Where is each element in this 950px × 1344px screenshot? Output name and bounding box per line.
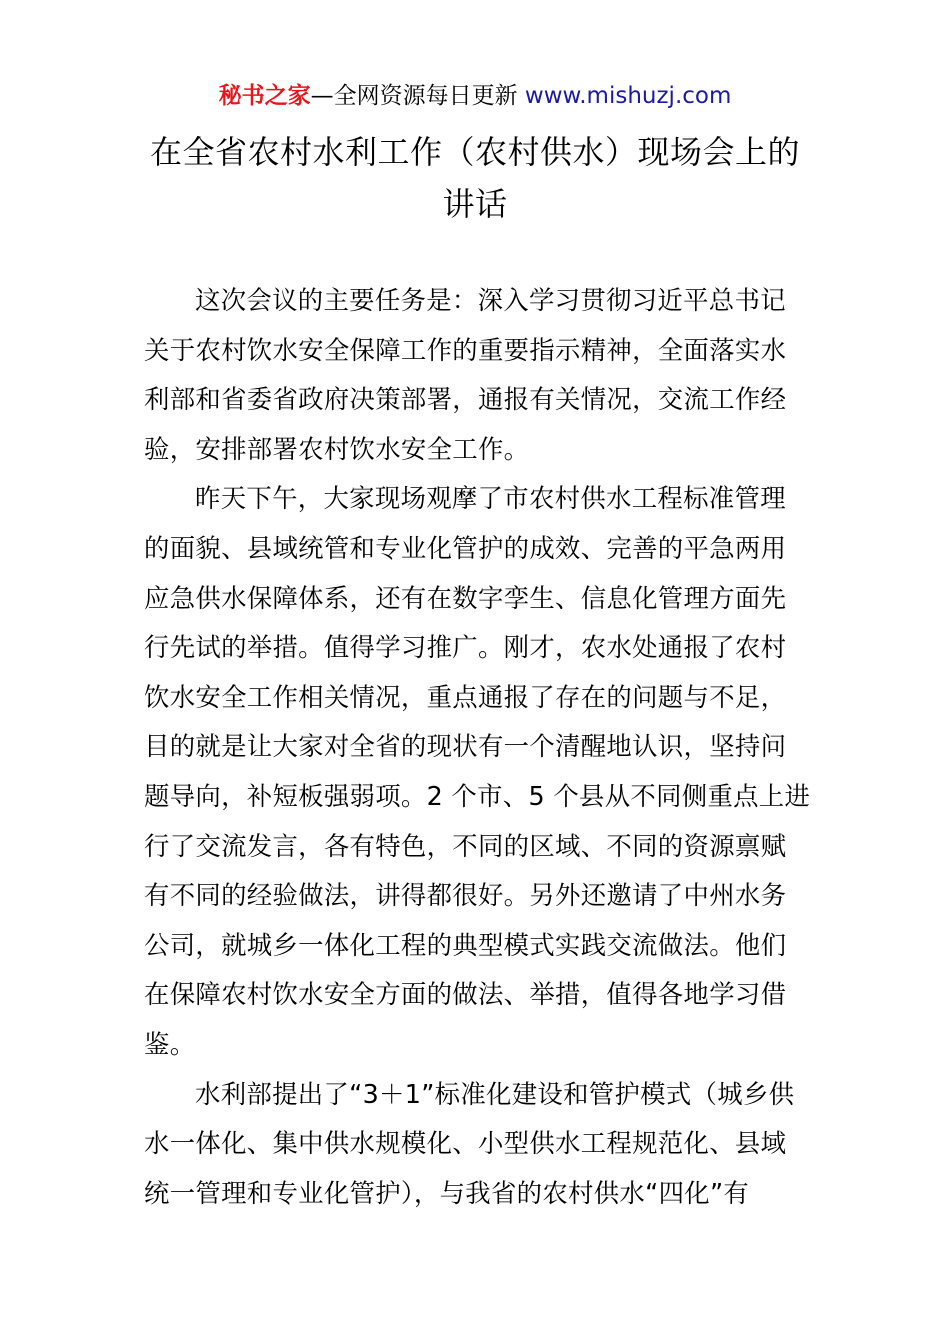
- document-body: [144, 276, 814, 1218]
- paragraph-line: 关于农村饮水安全保障工作的重要指示精神，全面落实水: [144, 334, 787, 365]
- paragraph-line: 公司，就城乡一体化工程的典型模式实践交流做法。他们: [144, 929, 787, 960]
- paragraph-line: 鉴。: [144, 1028, 196, 1059]
- paragraph-line: 饮水安全工作相关情况，重点通报了存在的问题与不足，: [144, 681, 787, 712]
- document-title: [100, 126, 850, 230]
- paragraph-line: 的面貌、县域统管和专业化管护的成效、完善的平急两用: [144, 532, 787, 563]
- brand-name: 秘书之家: [218, 83, 311, 109]
- paragraph-line: 水一体化、集中供水规模化、小型供水工程规范化、县域: [144, 1128, 787, 1159]
- header-tagline: —全网资源每日更新: [310, 83, 525, 109]
- paragraph-line: 有不同的经验做法，讲得都很好。另外还邀请了中州水务: [144, 880, 787, 911]
- paragraph-line: 统一管理和专业化管护），与我省的农村供水“四化”有: [144, 1177, 750, 1208]
- paragraph-line: 应急供水保障体系，还有在数字孪生、信息化管理方面先: [144, 582, 787, 613]
- paragraph-line: 行先试的举措。值得学习推广。刚才，农水处通报了农村: [144, 632, 787, 663]
- paragraph-line: 题导向，补短板强弱项。2 个市、5 个县从不同侧重点上进: [144, 780, 811, 811]
- paragraph-line: 水利部提出了“3＋1”标准化建设和管护模式（城乡供: [195, 1078, 795, 1109]
- paragraph-line: 验，安排部署农村饮水安全工作。: [144, 433, 530, 464]
- paragraph-line: 这次会议的主要任务是：深入学习贯彻习近平总书记: [195, 285, 786, 315]
- paragraph-line: 利部和省委省政府决策部署，通报有关情况，交流工作经: [144, 384, 787, 415]
- paragraph-line: 行了交流发言，各有特色，不同的区域、不同的资源禀赋: [144, 830, 787, 861]
- site-header: [0, 80, 950, 112]
- paragraph-line: 昨天下午，大家现场观摩了市农村供水工程标准管理: [195, 483, 786, 514]
- title-line: 讲话: [442, 185, 508, 223]
- paragraph: [144, 1070, 814, 1219]
- paragraph-line: 目的就是让大家对全省的现状有一个清醒地认识，坚持问: [144, 731, 787, 762]
- site-url-link[interactable]: www.mishuzj.com: [524, 83, 732, 109]
- paragraph: [144, 276, 814, 474]
- title-line: 在全省农村水利工作（农村供水）现场会上的: [149, 133, 800, 171]
- paragraph-line: 在保障农村饮水安全方面的做法、举措，值得各地学习借: [144, 979, 787, 1010]
- paragraph: [144, 474, 814, 1069]
